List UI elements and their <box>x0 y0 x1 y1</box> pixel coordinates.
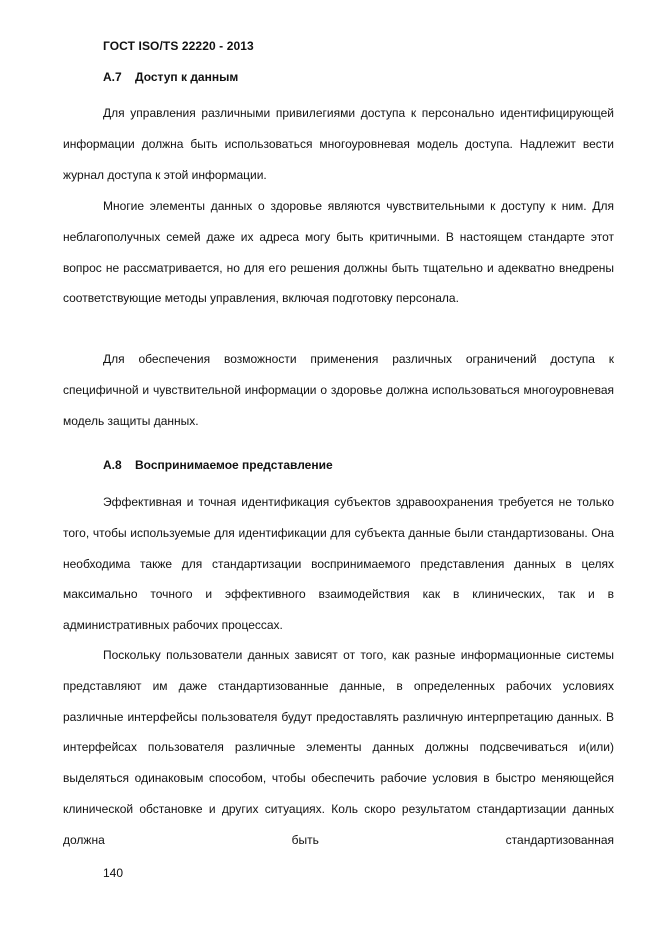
paragraph: Для управления различными привилегиями доступа к персонально идентифицирующей информации должна быть использоваться многоуровневая модель доступа. Надлежит вести журнал доступа к этой информации. <box>63 106 614 182</box>
paragraph: Многие элементы данных о здоровье являются чувствительными к доступу к ним. Для неблагополучных семей даже их адреса могу быть критичными. В настоящем стандарте этот вопрос не рассматривается, но для его решения должны быть тщательно и адекватно внедрены соответствующие методы управления, включая подготовку персонала. <box>63 199 614 306</box>
section-heading-a8 <box>103 458 333 472</box>
section-number: А.8 <box>103 458 122 472</box>
section-title: Доступ к данным <box>135 70 239 84</box>
paragraph: Эффективная и точная идентификация субъектов здравоохранения требуется не только того, чтобы используемые для идентификации для субъекта данные были стандартизованы. Она необходима также для стандартизации воспринимаемого представления данных в целях максимально точного и эффективного взаимодействия как в клинических, так и в административных рабочих процессах. <box>63 495 614 633</box>
section-title: Воспринимаемое представление <box>135 458 333 472</box>
document-header: ГОСТ ISO/TS 22220 - 2013 <box>103 39 254 53</box>
section-number: А.7 <box>103 70 122 84</box>
page-number: 140 <box>103 866 124 880</box>
section-heading-a7 <box>103 70 238 84</box>
paragraph: Поскольку пользователи данных зависят от того, как разные информационные системы представляют им даже стандартизованные данные, в определенных рабочих условиях различные интерфейсы пользователя будут предоставлять различную интерпретацию данных. В интерфейсах пользователя различные элементы данных должны подсвечиваться и(или) выделяться одинаковым способом, чтобы обеспечить рабочие условия в быстро меняющейся клинической обстановке и других ситуациях. Коль скоро результатом стандартизации данных должна быть стандартизованная <box>63 648 614 847</box>
paragraph: Для обеспечения возможности применения различных ограничений доступа к специфичной и чувствительной информации о здоровье должна использоваться многоуровневая модель защиты данных. <box>63 352 614 428</box>
